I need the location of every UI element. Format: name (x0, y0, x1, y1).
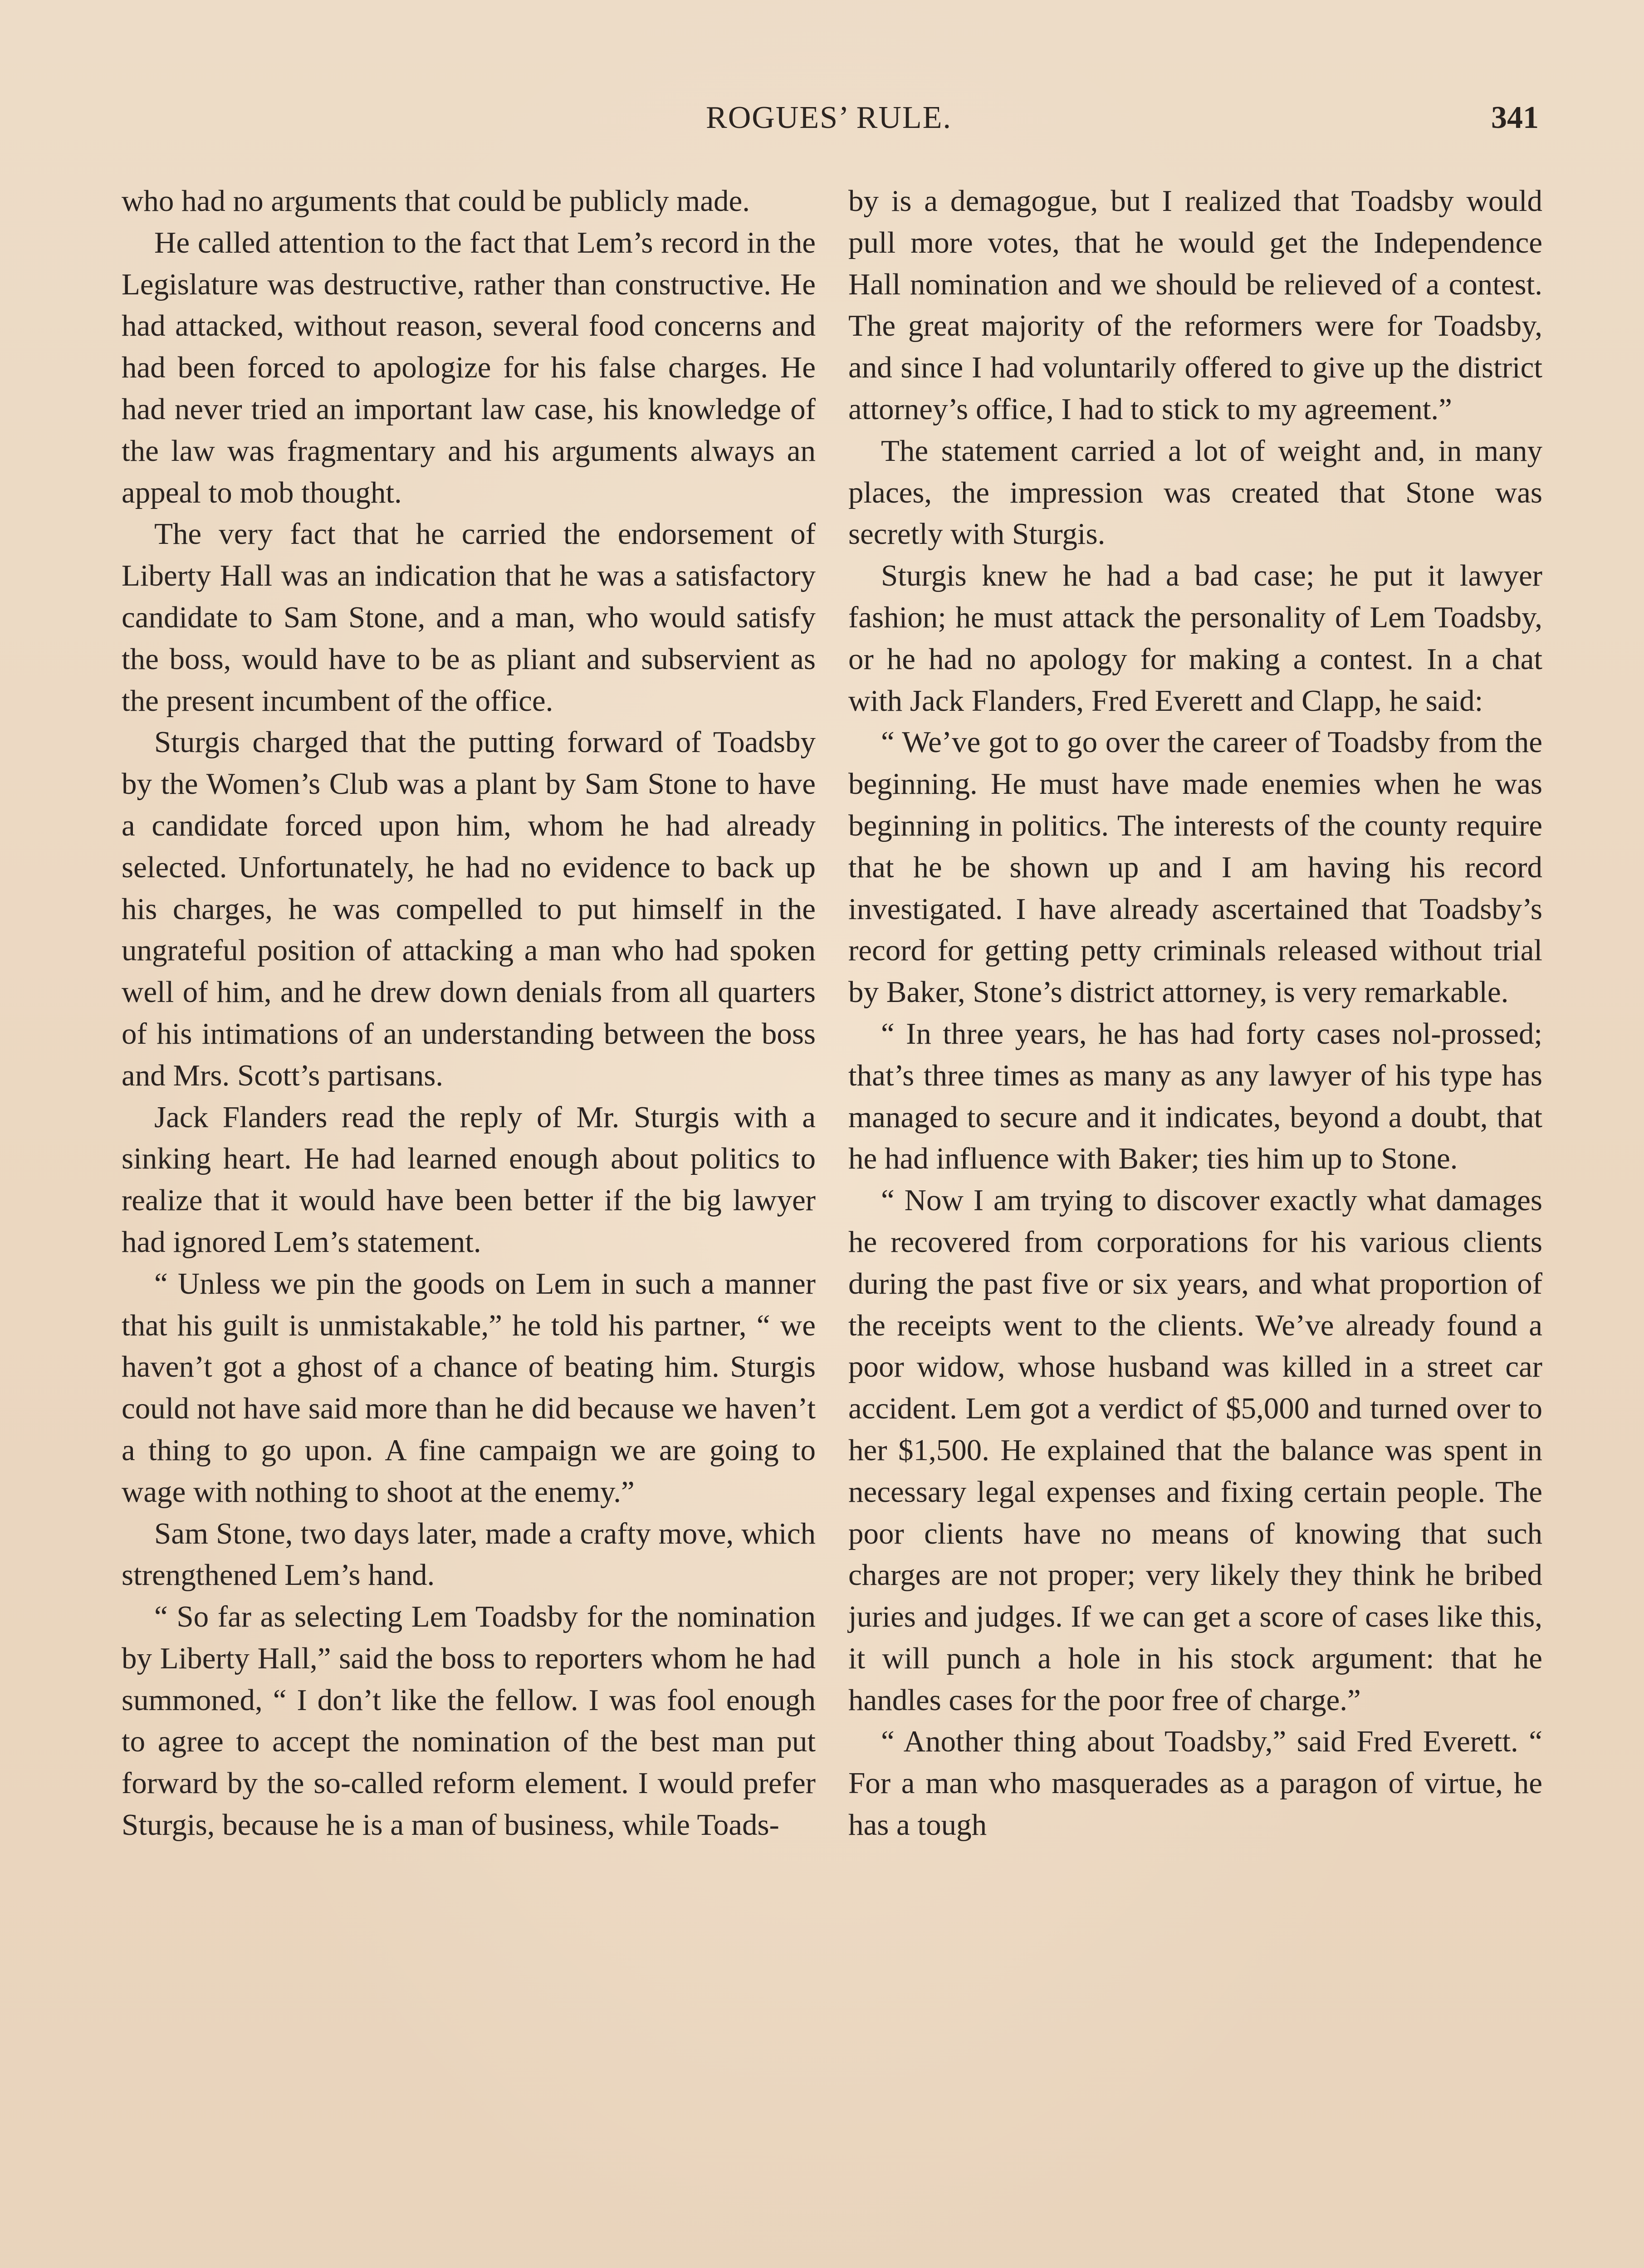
paragraph: Sturgis charged that the putting forward of Toadsby by the Women’s Club was a plant by Sam Stone to have a candidate forced upon him, whom he had already selected. Unfortunately, he had no evidence to back up his charges, he was compelled to put himself in the ungrateful position of attacking a man who had spoken well of him, and he drew down denials from all quarters of his intimations of an understanding between the boss and Mrs. Scott’s partisans. (122, 725, 816, 1092)
paragraph: Sam Stone, two days later, made a crafty move, which strengthened Lem’s hand. (122, 1516, 816, 1592)
paragraph: He called attention to the fact that Lem’s record in the Legislature was destructive, rather than constructive. He had attacked, without reason, several food concerns and had been forced to apologize for his false charges. He had never tried an important law case, his knowledge of the law was fragmentary and his arguments always an appeal to mob thought. (122, 225, 816, 509)
paragraph: “ In three years, he has had forty cases nol-prossed; that’s three times as many as any lawyer of his type has managed to secure and it indicates, beyond a doubt, that he had influence with Baker; ties him up to Stone. (848, 1017, 1542, 1176)
paragraph: “ Unless we pin the goods on Lem in such a manner that his guilt is unmistakable,” he told his partner, “ we haven’t got a ghost of a chance of beating him. Sturgis could not have said more than he did because we haven’t a thing to go upon. A fine campaign we are going to wage with nothing to shoot at the enemy.” (122, 1266, 816, 1509)
right-column (848, 181, 1542, 1846)
paragraph: “ We’ve got to go over the career of Toadsby from the beginning. He must have made enemies when he was beginning in politics. The interests of the county require that he be shown up and I am having his record investigated. I have already ascertained that Toadsby’s record for getting petty criminals released without trial by Baker, Stone’s district attorney, is very remarkable. (848, 725, 1542, 1009)
paragraph: who had no arguments that could be publicly made. (122, 184, 750, 218)
paragraph: “ Another thing about Toadsby,” said Fred Everett. “ For a man who masquerades as a paragon of virtue, he has a tough (848, 1725, 1542, 1842)
paragraph: “ Now I am trying to discover exactly what damages he recovered from corporations for his various clients during the past five or six years, and what proportion of the receipts went to the clients. We’ve already found a poor widow, whose husband was killed in a street car accident. Lem got a verdict of $5,000 and turned over to her $1,500. He explained that the balance was spent in necessary legal expenses and fixing certain people. The poor clients have no means of knowing that such charges are not proper; very likely they think he bribed juries and judges. If we can get a score of cases like this, it will punch a hole in his stock argument: that he handles cases for the poor free of charge.” (848, 1183, 1542, 1717)
paragraph: The statement carried a lot of weight and, in many places, the impression was created that Stone was secretly with Sturgis. (848, 434, 1542, 551)
left-column (122, 181, 816, 1846)
page-number: 341 (1491, 100, 1539, 135)
paragraph: Sturgis knew he had a bad case; he put it lawyer fashion; he must attack the personality of Lem Toadsby, or he had no apology for making a contest. In a chat with Jack Flanders, Fred Everett and Clapp, he said: (848, 559, 1542, 718)
paragraph: The very fact that he carried the endorsement of Liberty Hall was an indication that he was a satisfactory candidate to Sam Stone, and a man, who would satisfy the boss, would have to be as pliant and subservient as the present incumbent of the office. (122, 517, 816, 718)
paragraph: by is a demagogue, but I realized that Toadsby would pull more votes, that he would get the Independence Hall nomination and we should be relieved of a contest. The great majority of the reformers were for Toadsby, and since I had voluntarily offered to give up the district attorney’s office, I had to stick to my agreement.” (848, 184, 1542, 426)
page-header (119, 98, 1539, 138)
running-title: ROGUES’ RULE. (706, 100, 952, 135)
paragraph: “ So far as selecting Lem Toadsby for the nomination by Liberty Hall,” said the boss to reporters whom he had summoned, “ I don’t like the fellow. I was fool enough to agree to accept the nomination of the best man put forward by the so-called reform element. I would prefer Sturgis, because he is a man of business, while Toads- (122, 1600, 816, 1842)
paragraph: Jack Flanders read the reply of Mr. Sturgis with a sinking heart. He had learned enough about politics to realize that it would have been better if the big lawyer had ignored Lem’s statement. (122, 1100, 816, 1259)
